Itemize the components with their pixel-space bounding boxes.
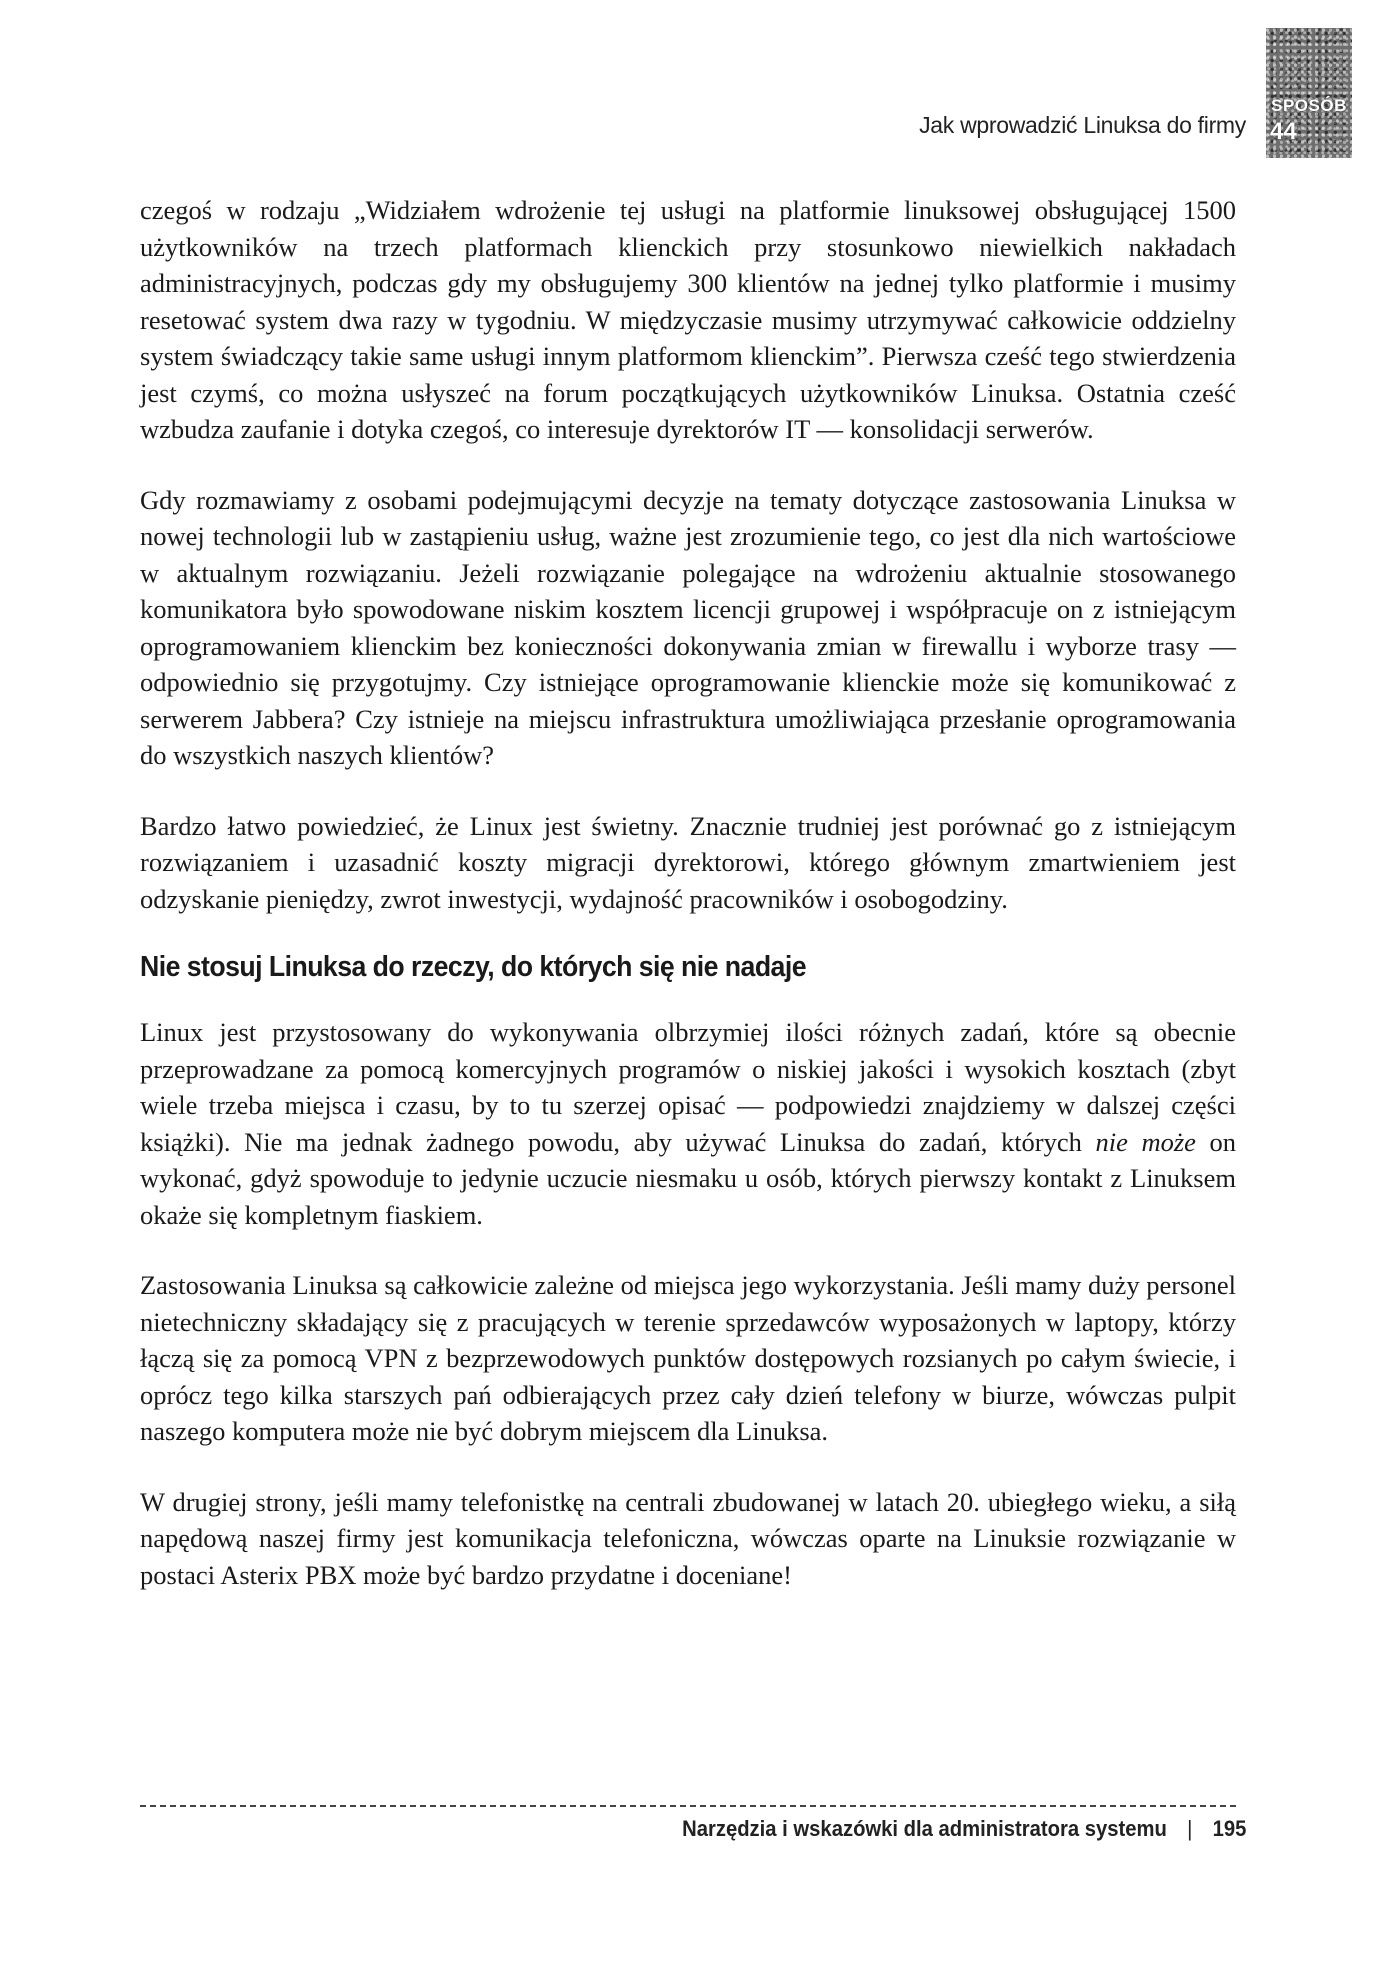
- paragraph-text: on wykonać, gdyż spowoduje to jedynie uczucie niesmaku u osób, których pierwszy kontakt z Linuksem okaże się kompletnym fiaskiem.: [140, 1126, 1236, 1230]
- paragraph: W drugiej strony, jeśli mamy telefonistkę na centrali zbudowanej w latach 20. ubiegłego wieku, a siłą napędową naszej firmy jest komunikacja telefoniczna, wówczas oparte na Linuksie rozwiązanie w postaci Asterix PBX może być bardzo przydatne i doceniane!: [140, 1486, 1236, 1590]
- paragraph-text: Linux jest przystosowany do wykonywania olbrzymiej ilości różnych zadań, które są obecnie przeprowadzane za pomocą komercyjnych programów o niskiej jakości i wysokich kosztach (zbyt wiele trzeba miejsca i czasu, by to tu szerzej opisać — podpowiedzi znajdziemy w dalszej części książki). Nie ma jednak żadnego powodu, aby używać Linuksa do zadań, których: [140, 1017, 1236, 1157]
- footer-book-title: Narzędzia i wskazówki dla administratora systemu: [681, 1816, 1167, 1841]
- paragraph: Zastosowania Linuksa są całkowicie zależne od miejsca jego wykorzystania. Jeśli mamy duży personel nietechniczny składający się z pracujących w terenie sprzedawców wyposażonych w laptopy, którzy łączą się za pomocą VPN z bezprzewodowych punktów dostępowych rozsianych po całym świecie, i oprócz tego kilka starszych pań odbierających przez cały dzień telefony w biurze, wówczas pulpit naszego komputera może nie być dobrym miejscem dla Linuksa.: [140, 1270, 1236, 1446]
- paragraph: Gdy rozmawiamy z osobami podejmującymi decyzje na tematy dotyczące zastosowania Linuksa w nowej technologii lub w zastąpieniu usług, ważne jest zrozumienie tego, co jest dla nich wartościowe w aktualnym rozwiązaniu. Jeżeli rozwiązanie polegające na wdrożeniu aktualnie stosowanego komunikatora było spowodowane niskim kosztem licencji grupowej i współpracuje on z istniejącym oprogramowaniem klienckim bez konieczności dokonywania zmian w firewallu i wyborze trasy — odpowiednio się przygotujmy. Czy istniejące oprogramowanie klienckie może się komunikować z serwerem Jabbera? Czy istnieje na miejscu infrastruktura umożliwiająca przesłanie oprogramowania do wszystkich naszych klientów?: [140, 484, 1236, 770]
- badge-label: SPOSÓB: [1271, 96, 1347, 115]
- page-body: [140, 192, 1236, 1627]
- emphasis-text: nie może: [1095, 1126, 1196, 1157]
- paragraph: czegoś w rodzaju „Widziałem wdrożenie tej usługi na platformie linuksowej obsługującej 1500 użytkowników na trzech platformach klienckich przy stosunkowo niewielkich nakładach administracyjnych, podczas gdy my obsługujemy 300 klientów na jednej tylko platformie i musimy resetować system dwa razy w tygodniu. W międzyczasie musimy utrzymywać całkowicie oddzielny system świadczący takie same usługi innym platformom klienckim”. Pierwsza cześć tego stwierdzenia jest czymś, co można usłyszeć na forum początkujących użytkowników Linuksa. Ostatnia cześć wzbudza zaufanie i dotyka czegoś, co interesuje dyrektorów IT — konsolidacji serwerów.: [140, 195, 1236, 444]
- chapter-badge: [1266, 28, 1352, 158]
- footer-separator: |: [1186, 1816, 1192, 1841]
- paragraph: Bardzo łatwo powiedzieć, że Linux jest świetny. Znacznie trudniej jest porównać go z istniejącym rozwiązaniem i uzasadnić koszty migracji dyrektorowi, którego głównym zmartwieniem jest odzyskanie pieniędzy, zwrot inwestycji, wydajność pracowników i osobogodziny.: [140, 810, 1236, 914]
- footer-rule: [140, 1805, 1236, 1807]
- page-number: 195: [1212, 1816, 1246, 1841]
- section-heading: Nie stosuj Linuksa do rzeczy, do których się nie nadaje: [140, 951, 806, 983]
- running-header-title: Jak wprowadzić Linuksa do firmy: [919, 112, 1246, 138]
- paragraph: [140, 1014, 1236, 1233]
- badge-number: 44: [1270, 118, 1297, 145]
- page-footer: [682, 1816, 1246, 1842]
